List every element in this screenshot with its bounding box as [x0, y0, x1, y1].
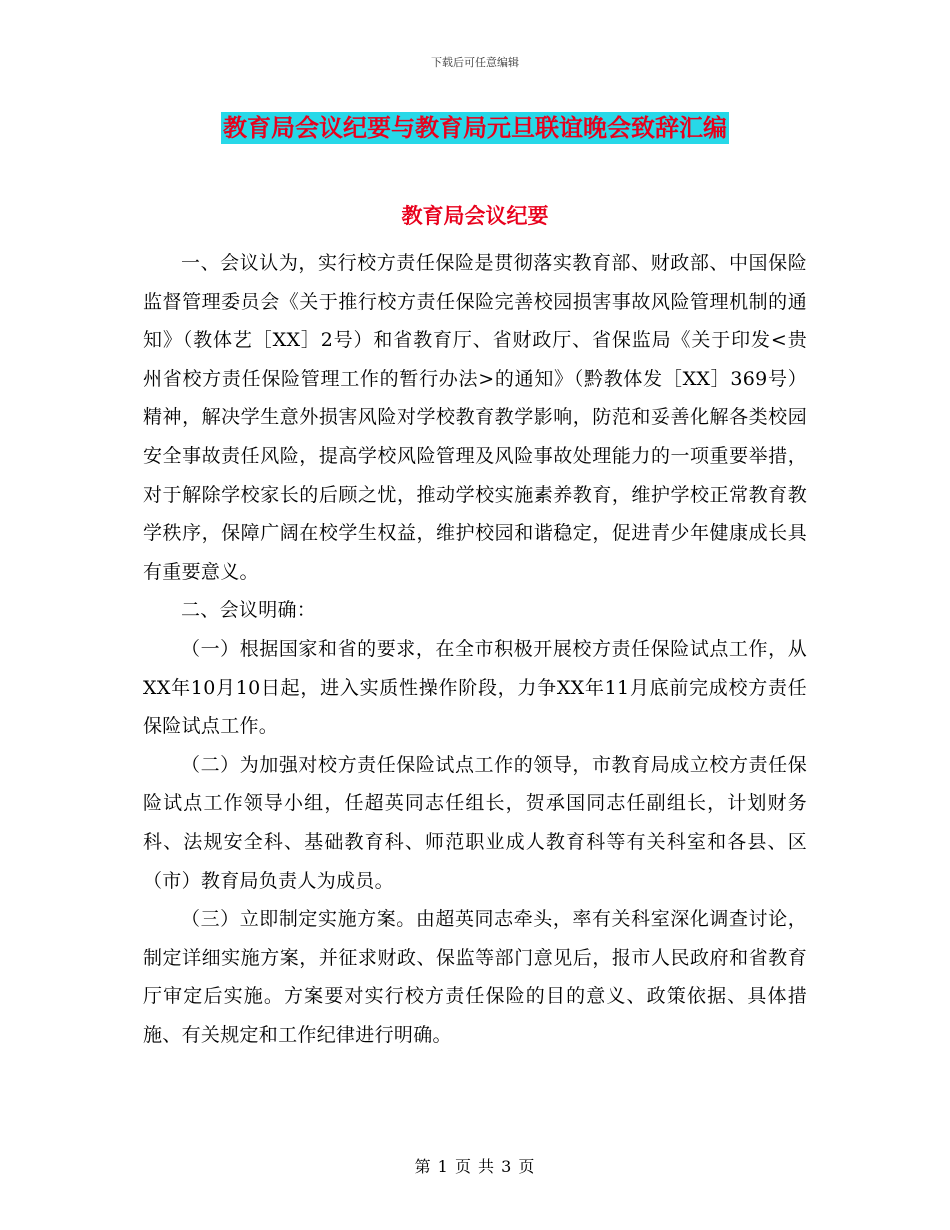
paragraph: （二）为加强对校方责任保险试点工作的领导，市教育局成立校方责任保险试点工作领导小组，任超英同志任组长，贺承国同志任副组长，计划财务科、法规安全科、基础教育科、师范职业成人教育科等有关科室和各县、区（市）教育局负责人为成员。: [143, 753, 807, 892]
section-title: 教育局会议纪要: [401, 203, 549, 228]
paragraph: （三）立即制定实施方案。由超英同志牵头，率有关科室深化调查讨论，制定详细实施方案，并征求财政、保监等部门意见后，报市人民政府和省教育厅审定后实施。方案要对实行校方责任保险的目的意义、政策依据、具体措施、有关规定和工作纪律进行明确。: [143, 908, 807, 1046]
header-note: 下载后可任意编辑: [431, 56, 519, 69]
paragraph: 一、会议认为，实行校方责任保险是贯彻落实教育部、财政部、中国保险监督管理委员会《关于推行校方责任保险完善校园损害事故风险管理机制的通知》（教体艺［XX］2号）和省教育厅、省财政厅、省保监局《关于印发<贵州省校方责任保险管理工作的暂行办法>的通知》（黔教体发［XX］369号）精神，解决学生意外损害风险对学校教育教学影响，防范和妥善化解各类校园安全事故责任风险，提高学校风险管理及风险事故处理能力的一项重要举措，对于解除学校家长的后顾之忧，推动学校实施素养教育，维护学校正常教育教学秩序，保障广阔在校学生权益，维护校园和谐稳定，促进青少年健康成长具有重要意义。: [143, 252, 807, 583]
paragraph: （一）根据国家和省的要求，在全市积极开展校方责任保险试点工作，从XX年10月10日起，进入实质性操作阶段，力争XX年11月底前完成校方责任保险试点工作。: [143, 637, 807, 738]
document-title: 教育局会议纪要与教育局元旦联谊晚会致辞汇编: [223, 113, 727, 142]
page-number-footer: 第 1 页 共 3 页: [414, 1157, 536, 1176]
document-body: [143, 244, 807, 1054]
paragraph: 二、会议明确：: [181, 599, 317, 622]
